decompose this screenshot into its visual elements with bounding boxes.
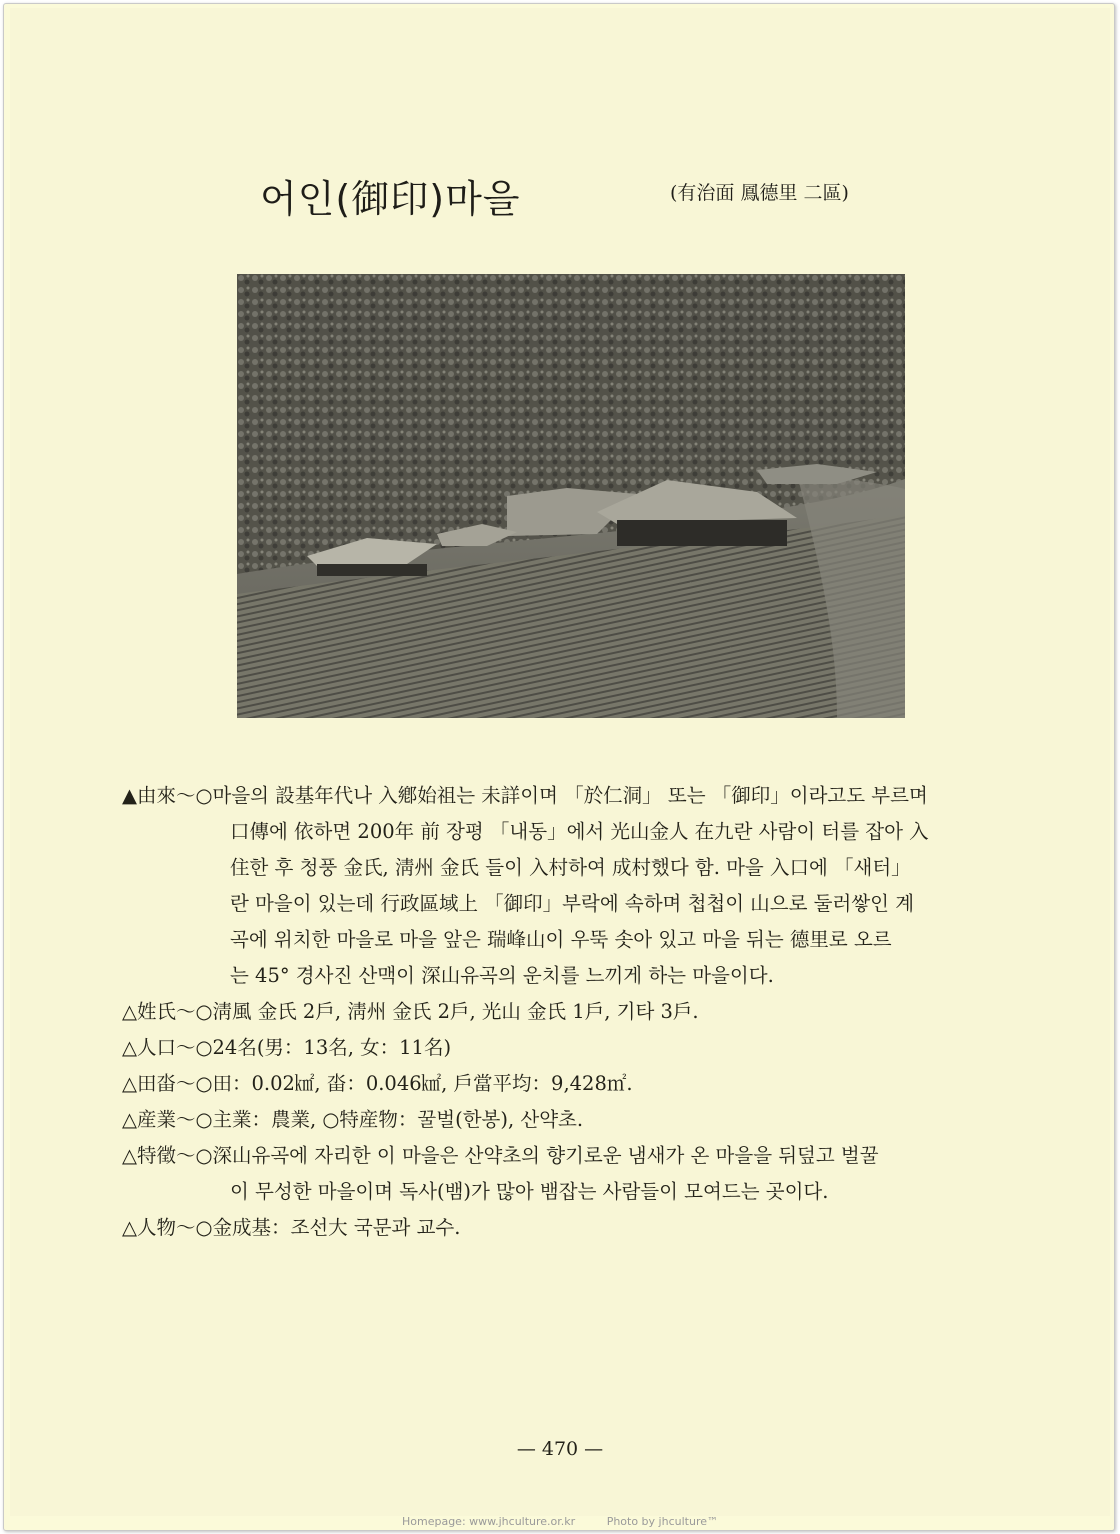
entry-population bbox=[122, 1030, 1042, 1066]
book-page bbox=[10, 8, 1110, 1516]
entry-origin-line-5: 곡에 위치한 마을로 마을 앞은 瑞峰山이 우뚝 솟아 있고 마을 뒤는 德里로 오르 bbox=[230, 928, 892, 951]
page-frame bbox=[3, 3, 1115, 1531]
entry-origin-line-4: 란 마을이 있는데 行政區域上 「御印」부락에 속하며 첩첩이 山으로 둘러쌓인 계 bbox=[230, 892, 915, 915]
village-photo bbox=[237, 274, 905, 718]
entry-farmland bbox=[122, 1066, 1042, 1102]
entry-origin bbox=[122, 778, 1042, 994]
footer bbox=[0, 1515, 1120, 1528]
page-subtitle: (有治面 鳳德里 二區) bbox=[670, 182, 849, 204]
entry-origin-line-2: 口傳에 依하면 200年 前 장평 「내동」에서 光山金人 在九란 사람이 터를 잡아 入 bbox=[230, 820, 929, 843]
village-description bbox=[122, 778, 1042, 1246]
entry-features bbox=[122, 1138, 1042, 1210]
entry-origin-line-6: 는 45° 경사진 산맥이 深山유곡의 운치를 느끼게 하는 마을이다. bbox=[230, 964, 774, 987]
entry-features-line-1: △特徵～○深山유곡에 자리한 이 마을은 산약초의 향기로운 냄새가 온 마을을 뒤덮고 벌꿀 bbox=[122, 1144, 879, 1167]
entry-origin-line-3: 住한 후 청풍 金氏, 淸州 金氏 들이 入村하여 成村했다 함. 마을 入口에 「새터」 bbox=[230, 856, 911, 879]
village-photo-icon bbox=[237, 274, 905, 718]
entry-surnames-line: △姓氏～○淸風 金氏 2戶, 淸州 金氏 2戶, 光山 金氏 1戶, 기타 3戶. bbox=[122, 1000, 699, 1023]
entry-origin-line-1: ▲由來～○마을의 設基年代나 入鄕始祖는 未詳이며 「於仁洞」 또는 「御印」이라고도 부르며 bbox=[122, 784, 928, 807]
entry-industry bbox=[122, 1102, 1042, 1138]
entry-people bbox=[122, 1210, 1042, 1246]
entry-industry-line: △産業～○主業：農業, ○特産物：꿀벌(한봉), 산약초. bbox=[122, 1108, 584, 1131]
entry-population-line: △人口～○24名(男：13名, 女：11名) bbox=[122, 1036, 452, 1059]
page-title: 어인(御印)마을 bbox=[260, 177, 521, 221]
entry-features-line-2: 이 무성한 마을이며 독사(뱀)가 많아 뱀잡는 사람들이 모여드는 곳이다. bbox=[230, 1180, 829, 1203]
entry-farmland-line: △田畓～○田：0.02㎢, 畓：0.046㎢, 戶當平均：9,428㎡. bbox=[122, 1072, 633, 1095]
footer-homepage[interactable]: Homepage: www.jhculture.or.kr bbox=[401, 1515, 576, 1528]
page-number: — 470 — bbox=[516, 1438, 604, 1460]
entry-people-line: △人物～○金成基：조선大 국문과 교수. bbox=[122, 1216, 461, 1239]
footer-photo-credit: Photo by jhculture™ bbox=[606, 1515, 718, 1528]
entry-surnames bbox=[122, 994, 1042, 1030]
